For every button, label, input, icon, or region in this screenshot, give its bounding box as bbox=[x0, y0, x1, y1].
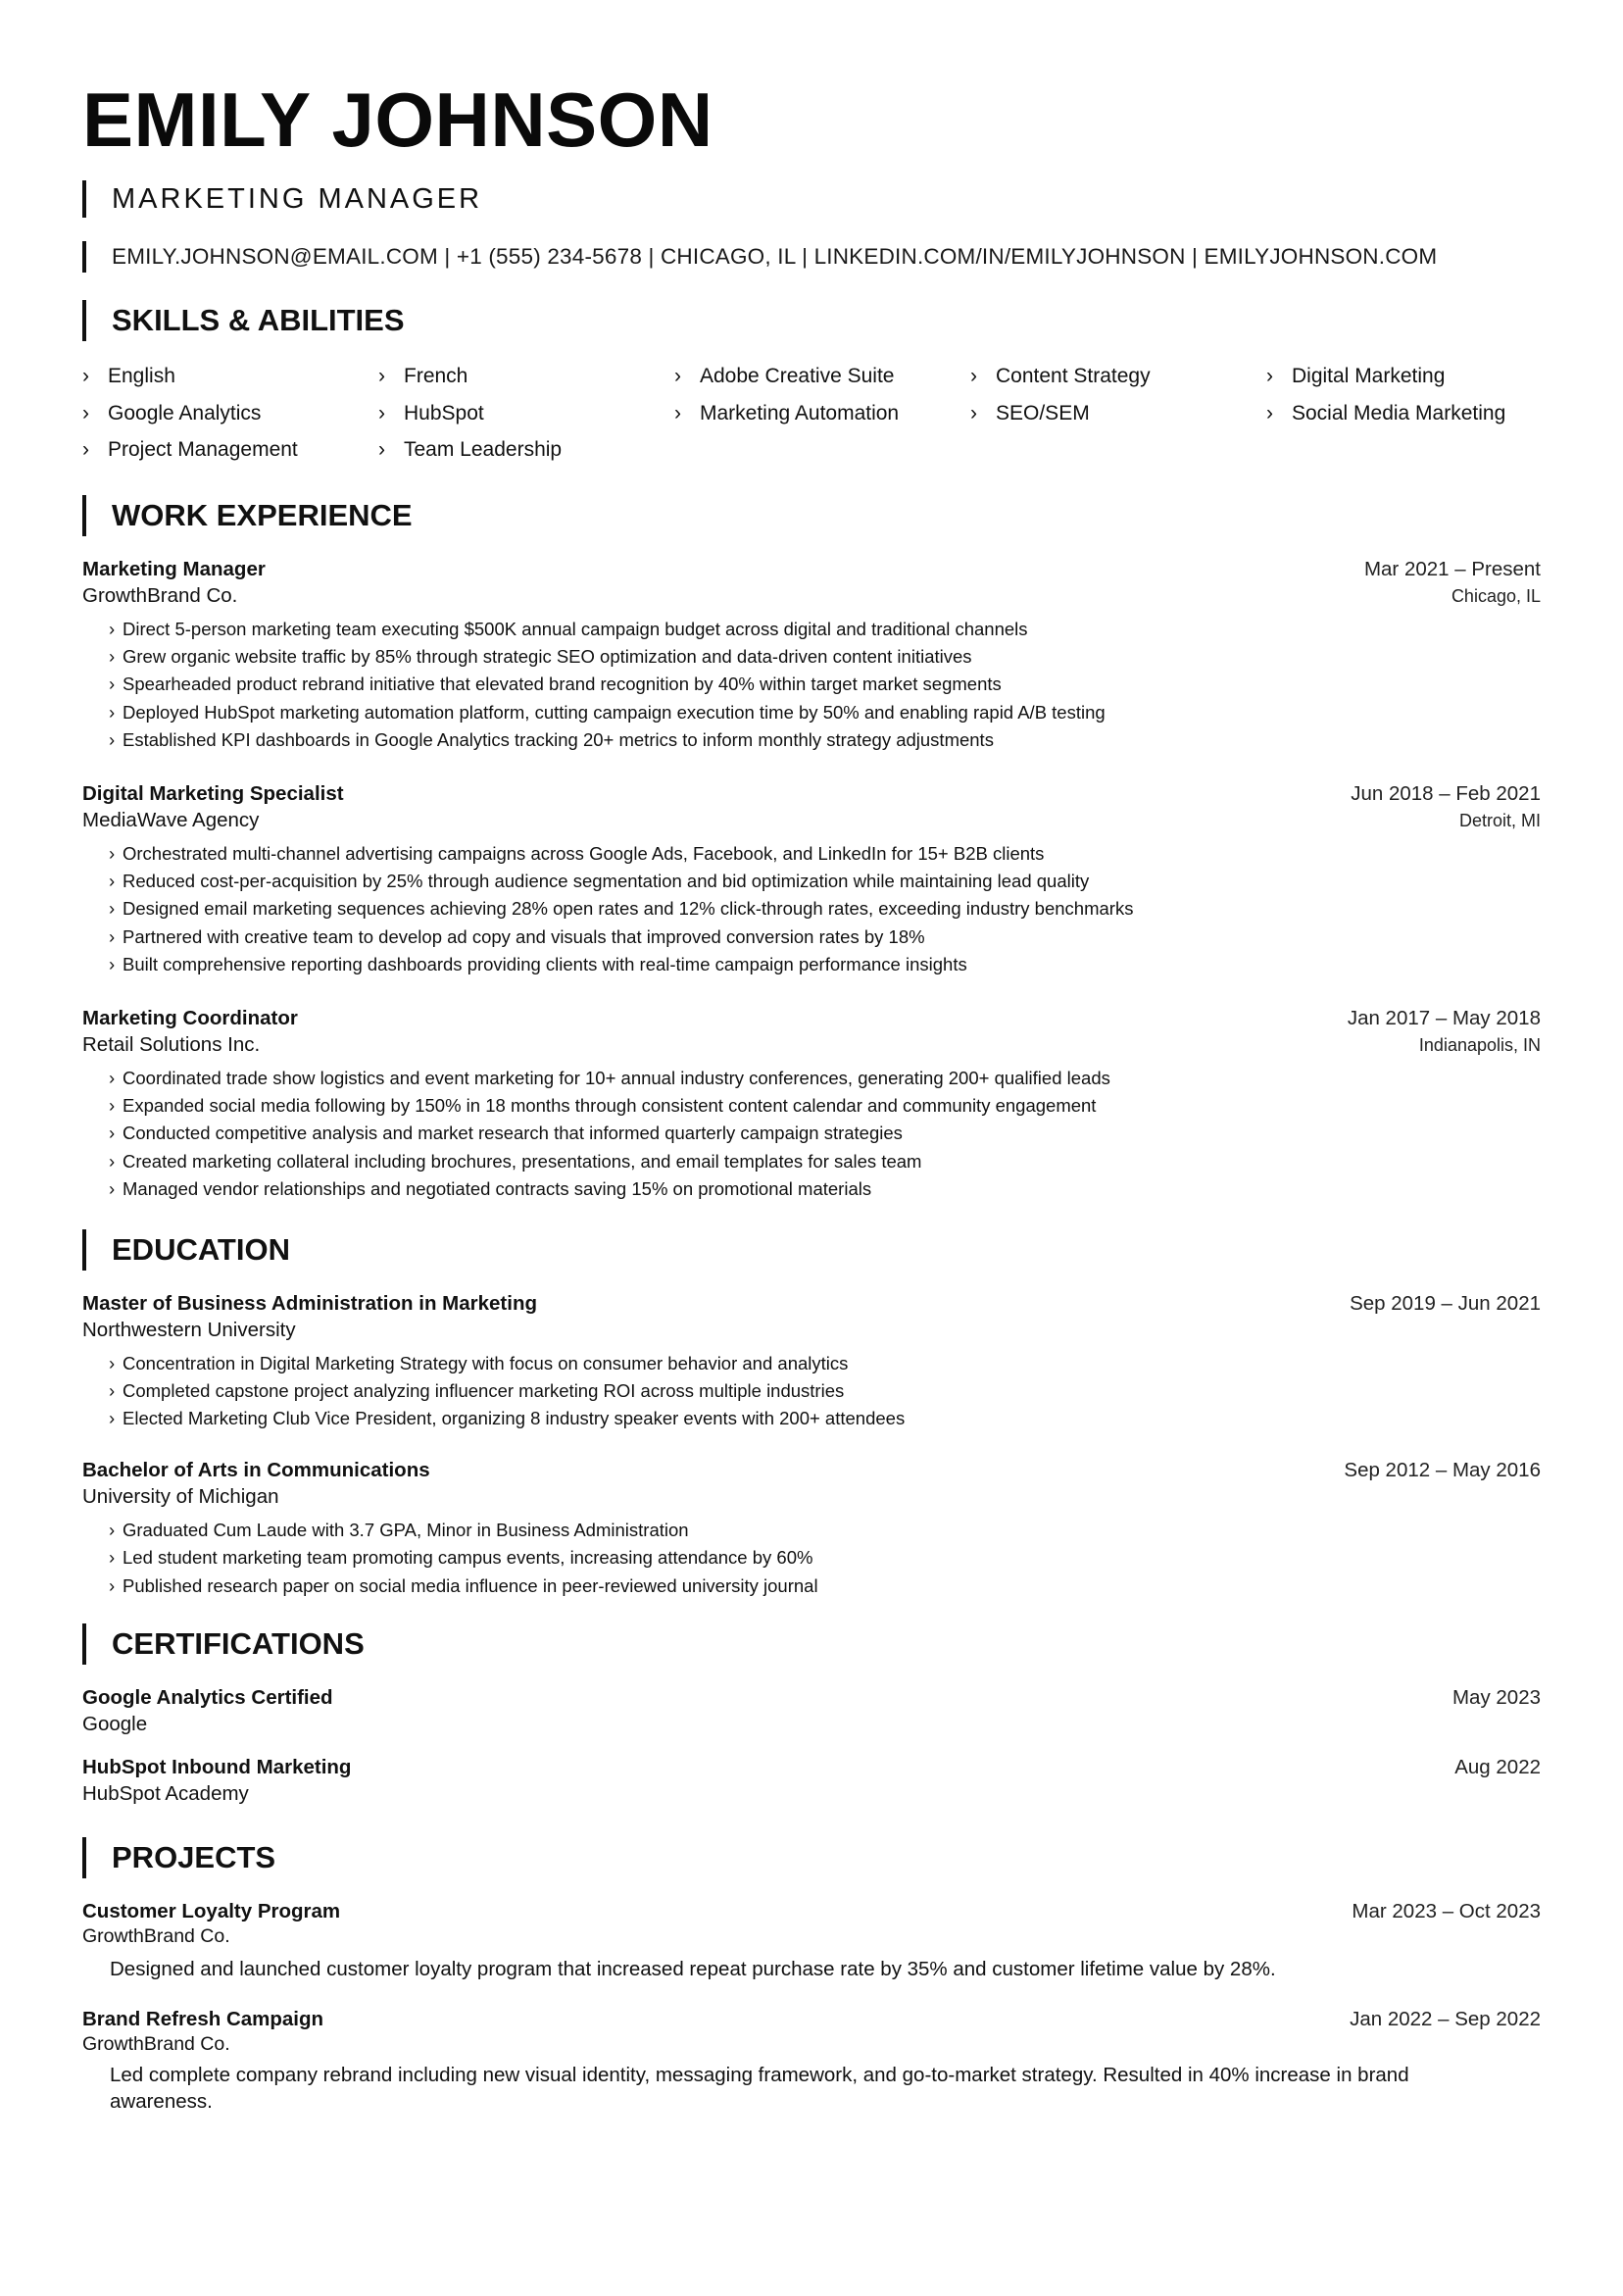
job-date: Jan 2017 – May 2018 bbox=[1347, 1006, 1541, 1029]
certification-title: HubSpot Inbound Marketing bbox=[82, 1756, 352, 1779]
bullet-item: › Reduced cost-per-acquisition by 25% through audience segmentation and bid optimization while maintaining lead quality bbox=[109, 870, 1090, 891]
degree-title: Master of Business Administration in Marketing bbox=[82, 1291, 537, 1315]
certification-date: May 2023 bbox=[1451, 1686, 1541, 1710]
chevron-right-icon: › bbox=[970, 365, 977, 387]
education-heading: EDUCATION bbox=[82, 1229, 1541, 1271]
skill-item: › HubSpot bbox=[378, 398, 674, 429]
bullet-item: › Conducted competitive analysis and market research that informed quarterly campaign strategies bbox=[109, 1123, 903, 1144]
bullet-item: › Expanded social media following by 150% in 18 months through consistent content calendar and community engagement bbox=[109, 1094, 1097, 1116]
skill-item: › Project Management bbox=[82, 434, 378, 466]
job-location: Chicago, IL bbox=[1451, 585, 1541, 606]
skill-item: › Adobe Creative Suite bbox=[674, 361, 970, 392]
project-date: Jan 2022 – Sep 2022 bbox=[1350, 2008, 1541, 2031]
skill-item: › SEO/SEM bbox=[970, 398, 1266, 429]
project-date: Mar 2023 – Oct 2023 bbox=[1352, 1900, 1541, 1923]
chevron-right-icon: › bbox=[378, 365, 385, 387]
project-description: Led complete company rebrand including new visual identity, messaging framework, and go-to-market strategy. Resulted in 40% increase in brand awareness. bbox=[110, 2064, 1409, 2114]
project-title: Customer Loyalty Program bbox=[82, 1900, 341, 1923]
job-entry bbox=[82, 780, 1541, 979]
skill-item: › French bbox=[378, 361, 674, 392]
degree-school: Northwestern University bbox=[82, 1318, 296, 1341]
certification-title: Google Analytics Certified bbox=[82, 1686, 333, 1710]
chevron-right-icon: › bbox=[1266, 365, 1273, 387]
job-title: Marketing Coordinator bbox=[82, 1006, 298, 1029]
job-company: Retail Solutions Inc. bbox=[82, 1032, 261, 1056]
bullet-item: › Built comprehensive reporting dashboards providing clients with real-time campaign performance insights bbox=[109, 954, 967, 975]
skill-item: › Marketing Automation bbox=[674, 398, 970, 429]
projects-heading: PROJECTS bbox=[82, 1837, 1541, 1878]
job-location: Indianapolis, IN bbox=[1418, 1034, 1541, 1055]
bullet-item: › Published research paper on social media influence in peer-reviewed university journal bbox=[109, 1574, 818, 1596]
project-entry bbox=[82, 1898, 1541, 1982]
degree-bullets bbox=[82, 1350, 1541, 1433]
job-entry bbox=[82, 1005, 1541, 1204]
experience-list bbox=[82, 556, 1541, 1204]
job-bullets bbox=[82, 840, 1541, 979]
certifications-heading: CERTIFICATIONS bbox=[82, 1623, 1541, 1665]
skill-item: › Google Analytics bbox=[82, 398, 378, 429]
chevron-right-icon: › bbox=[82, 365, 89, 387]
job-bullets bbox=[82, 616, 1541, 755]
job-date: Jun 2018 – Feb 2021 bbox=[1351, 781, 1541, 805]
bullet-item: › Designed email marketing sequences achieving 28% open rates and 12% click-through rates, exceeding industry benchmarks bbox=[109, 898, 1134, 920]
skill-item: › Team Leadership bbox=[378, 434, 674, 466]
bullet-item: › Partnered with creative team to develop ad copy and visuals that improved conversion rates by 18% bbox=[109, 925, 925, 947]
chevron-right-icon: › bbox=[1266, 401, 1273, 424]
project-entry bbox=[82, 2006, 1541, 2115]
chevron-right-icon: › bbox=[82, 401, 89, 424]
skills-list bbox=[82, 361, 1541, 466]
bullet-item: › Coordinated trade show logistics and event marketing for 10+ annual industry conferences, generating 200+ qualified leads bbox=[109, 1067, 1110, 1088]
bullet-item: › Direct 5-person marketing team executing $500K annual campaign budget across digital and traditional channels bbox=[109, 618, 1028, 639]
chevron-right-icon: › bbox=[674, 401, 681, 424]
bullet-item: › Deployed HubSpot marketing automation platform, cutting campaign execution time by 50% and enabling rapid A/B testing bbox=[109, 701, 1106, 723]
bullet-item: › Managed vendor relationships and negotiated contracts saving 15% on promotional materials bbox=[109, 1178, 872, 1200]
bullet-item: › Spearheaded product rebrand initiative that elevated brand recognition by 40% within target market segments bbox=[109, 674, 1002, 695]
degree-date: Sep 2019 – Jun 2021 bbox=[1350, 1291, 1541, 1315]
job-bullets bbox=[82, 1065, 1541, 1204]
project-org: GrowthBrand Co. bbox=[82, 1925, 230, 1948]
certification-entry bbox=[82, 1684, 1541, 1738]
skill-item: › Digital Marketing bbox=[1266, 361, 1562, 392]
job-entry bbox=[82, 556, 1541, 755]
job-date: Mar 2021 – Present bbox=[1363, 557, 1541, 580]
candidate-name: EMILY JOHNSON bbox=[82, 76, 713, 163]
chevron-right-icon: › bbox=[970, 401, 977, 424]
degree-bullets bbox=[82, 1517, 1541, 1600]
bullet-item: › Created marketing collateral including brochures, presentations, and email templates for sales team bbox=[109, 1150, 922, 1172]
skill-item: › Social Media Marketing bbox=[1266, 398, 1562, 429]
bullet-item: › Elected Marketing Club Vice President, organizing 8 industry speaker events with 200+ attendees bbox=[109, 1408, 906, 1429]
project-org: GrowthBrand Co. bbox=[82, 2033, 230, 2056]
project-title: Brand Refresh Campaign bbox=[82, 2008, 324, 2031]
contact-line: EMILY.JOHNSON@EMAIL.COM | +1 (555) 234-5678 | CHICAGO, IL | LINKEDIN.COM/IN/EMILYJOHNSON | EMILYJOHNSON.COM bbox=[82, 241, 1541, 273]
certification-issuer: Google bbox=[82, 1713, 148, 1736]
job-company: GrowthBrand Co. bbox=[82, 583, 238, 607]
degree-entry bbox=[82, 1457, 1541, 1600]
chevron-right-icon: › bbox=[378, 438, 385, 461]
education-list bbox=[82, 1290, 1541, 1600]
bullet-item: › Orchestrated multi-channel advertising campaigns across Google Ads, Facebook, and LinkedIn for 15+ B2B clients bbox=[109, 842, 1045, 864]
chevron-right-icon: › bbox=[378, 401, 385, 424]
job-location: Detroit, MI bbox=[1458, 810, 1541, 830]
bullet-item: › Grew organic website traffic by 85% through strategic SEO optimization and data-driven content initiatives bbox=[109, 645, 972, 667]
project-description: Designed and launched customer loyalty program that increased repeat purchase rate by 35% and customer lifetime value by 28%. bbox=[110, 1958, 1276, 1981]
certification-date: Aug 2022 bbox=[1454, 1756, 1541, 1779]
skill-item: › Content Strategy bbox=[970, 361, 1266, 392]
bullet-item: › Graduated Cum Laude with 3.7 GPA, Minor in Business Administration bbox=[109, 1519, 689, 1540]
skills-heading: SKILLS & ABILITIES bbox=[82, 300, 1541, 341]
degree-title: Bachelor of Arts in Communications bbox=[82, 1458, 430, 1481]
chevron-right-icon: › bbox=[674, 365, 681, 387]
job-title: Marketing Manager bbox=[82, 557, 266, 580]
certification-entry bbox=[82, 1754, 1541, 1808]
skill-item: › English bbox=[82, 361, 378, 392]
bullet-item: › Concentration in Digital Marketing Strategy with focus on consumer behavior and analytics bbox=[109, 1352, 849, 1373]
degree-date: Sep 2012 – May 2016 bbox=[1344, 1458, 1541, 1481]
degree-entry bbox=[82, 1290, 1541, 1433]
bullet-item: › Led student marketing team promoting campus events, increasing attendance by 60% bbox=[109, 1547, 813, 1569]
bullet-item: › Completed capstone project analyzing influencer marketing ROI across multiple industries bbox=[109, 1380, 845, 1401]
degree-school: University of Michigan bbox=[82, 1484, 279, 1508]
job-title: MARKETING MANAGER bbox=[82, 180, 1541, 218]
job-company: MediaWave Agency bbox=[82, 808, 260, 831]
experience-heading: WORK EXPERIENCE bbox=[82, 495, 1541, 536]
chevron-right-icon: › bbox=[82, 438, 89, 461]
certification-issuer: HubSpot Academy bbox=[82, 1782, 249, 1806]
job-title: Digital Marketing Specialist bbox=[82, 781, 344, 805]
certifications-list bbox=[82, 1684, 1541, 1808]
bullet-item: › Established KPI dashboards in Google Analytics tracking 20+ metrics to inform monthly strategy adjustments bbox=[109, 729, 994, 751]
projects-list bbox=[82, 1898, 1541, 2115]
